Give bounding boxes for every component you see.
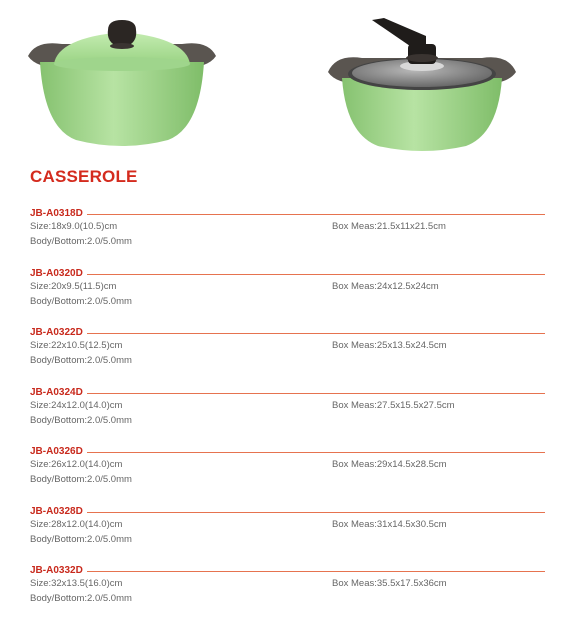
product-body-bottom: Body/Bottom:2.0/5.0mm <box>30 236 132 247</box>
divider-line <box>30 512 545 513</box>
product-size: Size:20x9.5(11.5)cm <box>30 280 117 292</box>
product-size: Size:22x10.5(12.5)cm <box>30 340 123 351</box>
product-body-bottom: Body/Bottom:2.0/5.0mm <box>30 355 132 366</box>
casserole-glass-lid-image <box>322 14 522 154</box>
product-spec-item <box>30 268 545 318</box>
product-body-bottom: Body/Bottom:2.0/5.0mm <box>30 593 132 604</box>
product-body-bottom: Body/Bottom:2.0/5.0mm <box>30 414 132 426</box>
divider-line <box>30 571 545 572</box>
product-code: JB-A0320D <box>30 268 87 280</box>
product-box-measure: Box Meas:35.5x17.5x36cm <box>332 578 447 589</box>
product-spec-item <box>30 327 545 377</box>
product-spec-item <box>30 446 545 496</box>
divider-line <box>30 214 545 215</box>
product-box-measure: Box Meas:24x12.5x24cm <box>332 280 439 292</box>
page-title: CASSEROLE <box>30 167 138 186</box>
divider-line <box>30 393 545 394</box>
product-size: Size:32x13.5(16.0)cm <box>30 578 123 589</box>
product-size: Size:24x12.0(14.0)cm <box>30 399 123 411</box>
product-box-measure: Box Meas:27.5x15.5x27.5cm <box>332 399 455 411</box>
casserole-green-lid-image <box>22 18 222 148</box>
product-code: JB-A0332D <box>30 565 87 577</box>
product-size: Size:26x12.0(14.0)cm <box>30 459 123 470</box>
product-body-bottom: Body/Bottom:2.0/5.0mm <box>30 533 132 545</box>
product-size: Size:28x12.0(14.0)cm <box>30 518 123 530</box>
product-code: JB-A0318D <box>30 208 87 220</box>
product-spec-item <box>30 565 545 615</box>
product-code: JB-A0328D <box>30 506 87 518</box>
divider-line <box>30 274 545 275</box>
product-size: Size:18x9.0(10.5)cm <box>30 221 118 232</box>
product-body-bottom: Body/Bottom:2.0/5.0mm <box>30 295 132 307</box>
product-box-measure: Box Meas:29x14.5x28.5cm <box>332 459 447 470</box>
product-spec-item <box>30 506 545 556</box>
product-body-bottom: Body/Bottom:2.0/5.0mm <box>30 474 132 485</box>
product-code: JB-A0326D <box>30 446 87 458</box>
product-spec-item <box>30 387 545 437</box>
product-code: JB-A0324D <box>30 387 87 399</box>
divider-line <box>30 333 545 334</box>
divider-line <box>30 452 545 453</box>
product-box-measure: Box Meas:31x14.5x30.5cm <box>332 518 447 530</box>
product-code: JB-A0322D <box>30 327 87 339</box>
product-box-measure: Box Meas:21.5x11x21.5cm <box>332 221 446 232</box>
product-spec-item <box>30 208 545 258</box>
product-box-measure: Box Meas:25x13.5x24.5cm <box>332 340 447 351</box>
